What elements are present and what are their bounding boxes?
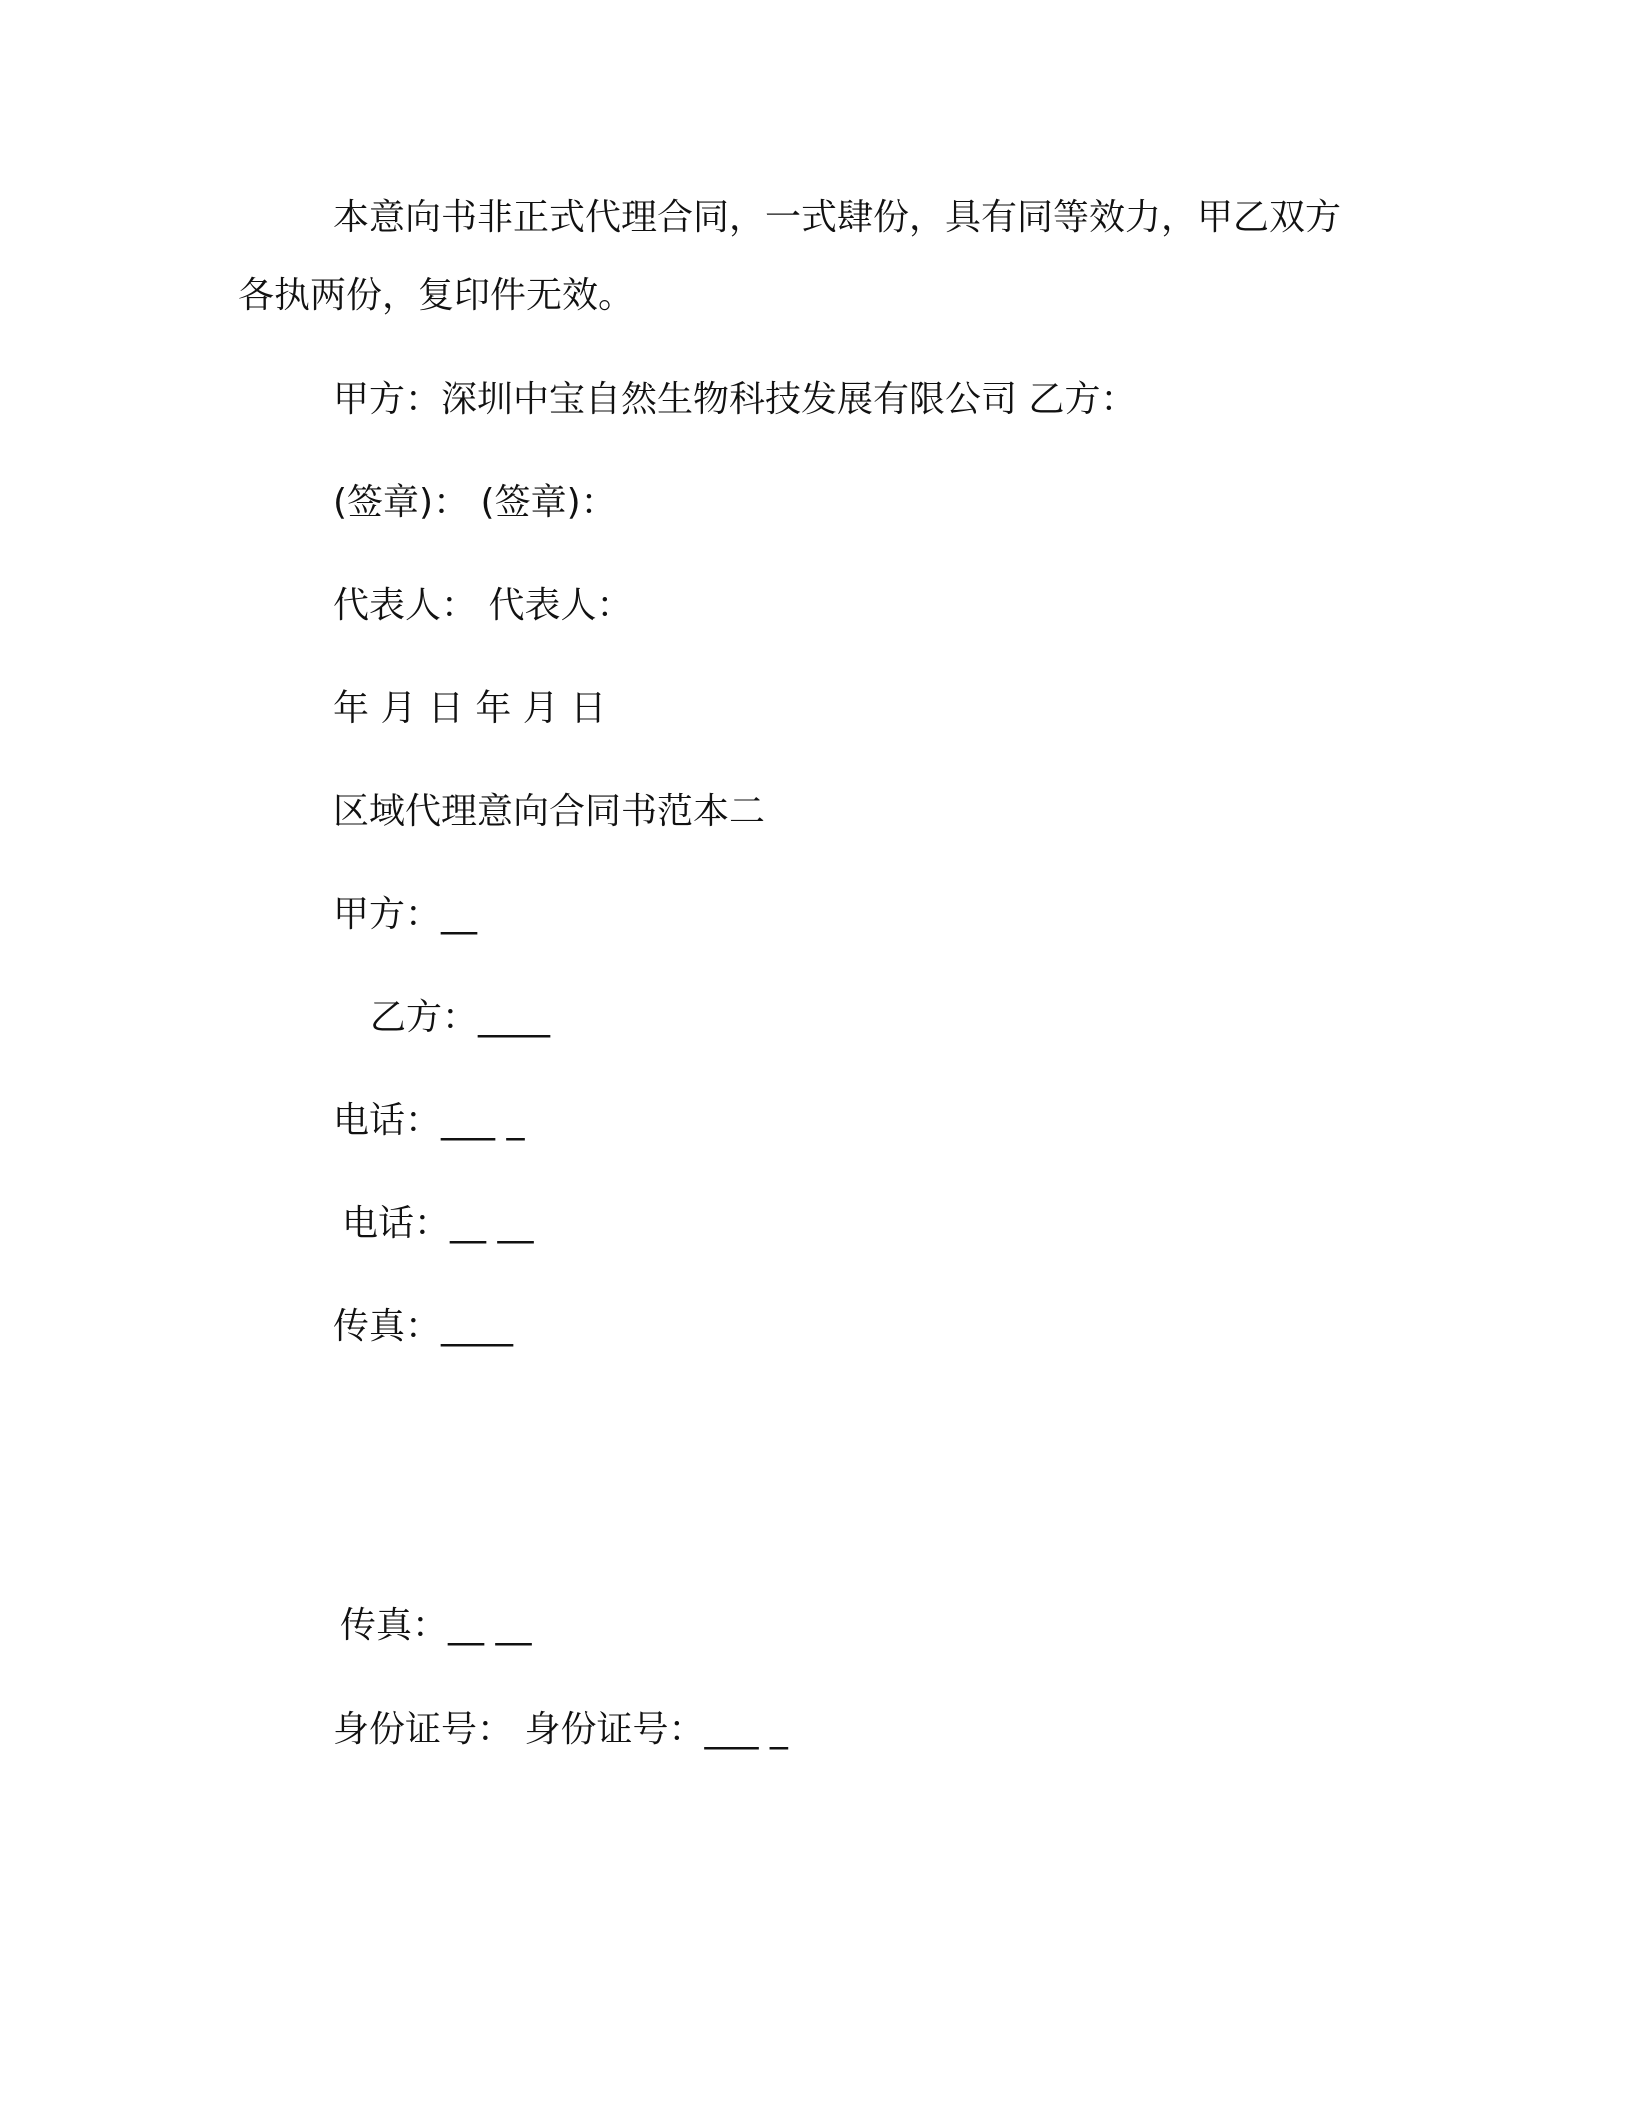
seal-line: (签章)： (签章)： [333, 482, 617, 523]
representative-line: 代表人： 代表人： [333, 585, 633, 626]
party-signature-line: 甲方：深圳中宝自然生物科技发展有限公司 乙方： [333, 379, 1137, 420]
paragraph-line-2: 各执两份，复印件无效。 [238, 275, 635, 316]
party-b-field: 乙方：____ [370, 997, 551, 1038]
phone-b-field: 电话：__ __ [342, 1203, 534, 1244]
party-a-field: 甲方：__ [333, 894, 478, 935]
phone-a-field: 电话：___ _ [333, 1100, 525, 1141]
fax-a-field: 传真：____ [333, 1306, 514, 1347]
id-number-line: 身份证号： 身份证号：___ _ [333, 1709, 788, 1750]
template-two-title: 区域代理意向合同书范本二 [333, 791, 766, 832]
paragraph-line-1: 本意向书非正式代理合同，一式肆份，具有同等效力，甲乙双方 [333, 197, 1342, 238]
date-line: 年 月 日 年 月 日 [333, 688, 607, 729]
fax-b-field: 传真：__ __ [340, 1605, 532, 1646]
